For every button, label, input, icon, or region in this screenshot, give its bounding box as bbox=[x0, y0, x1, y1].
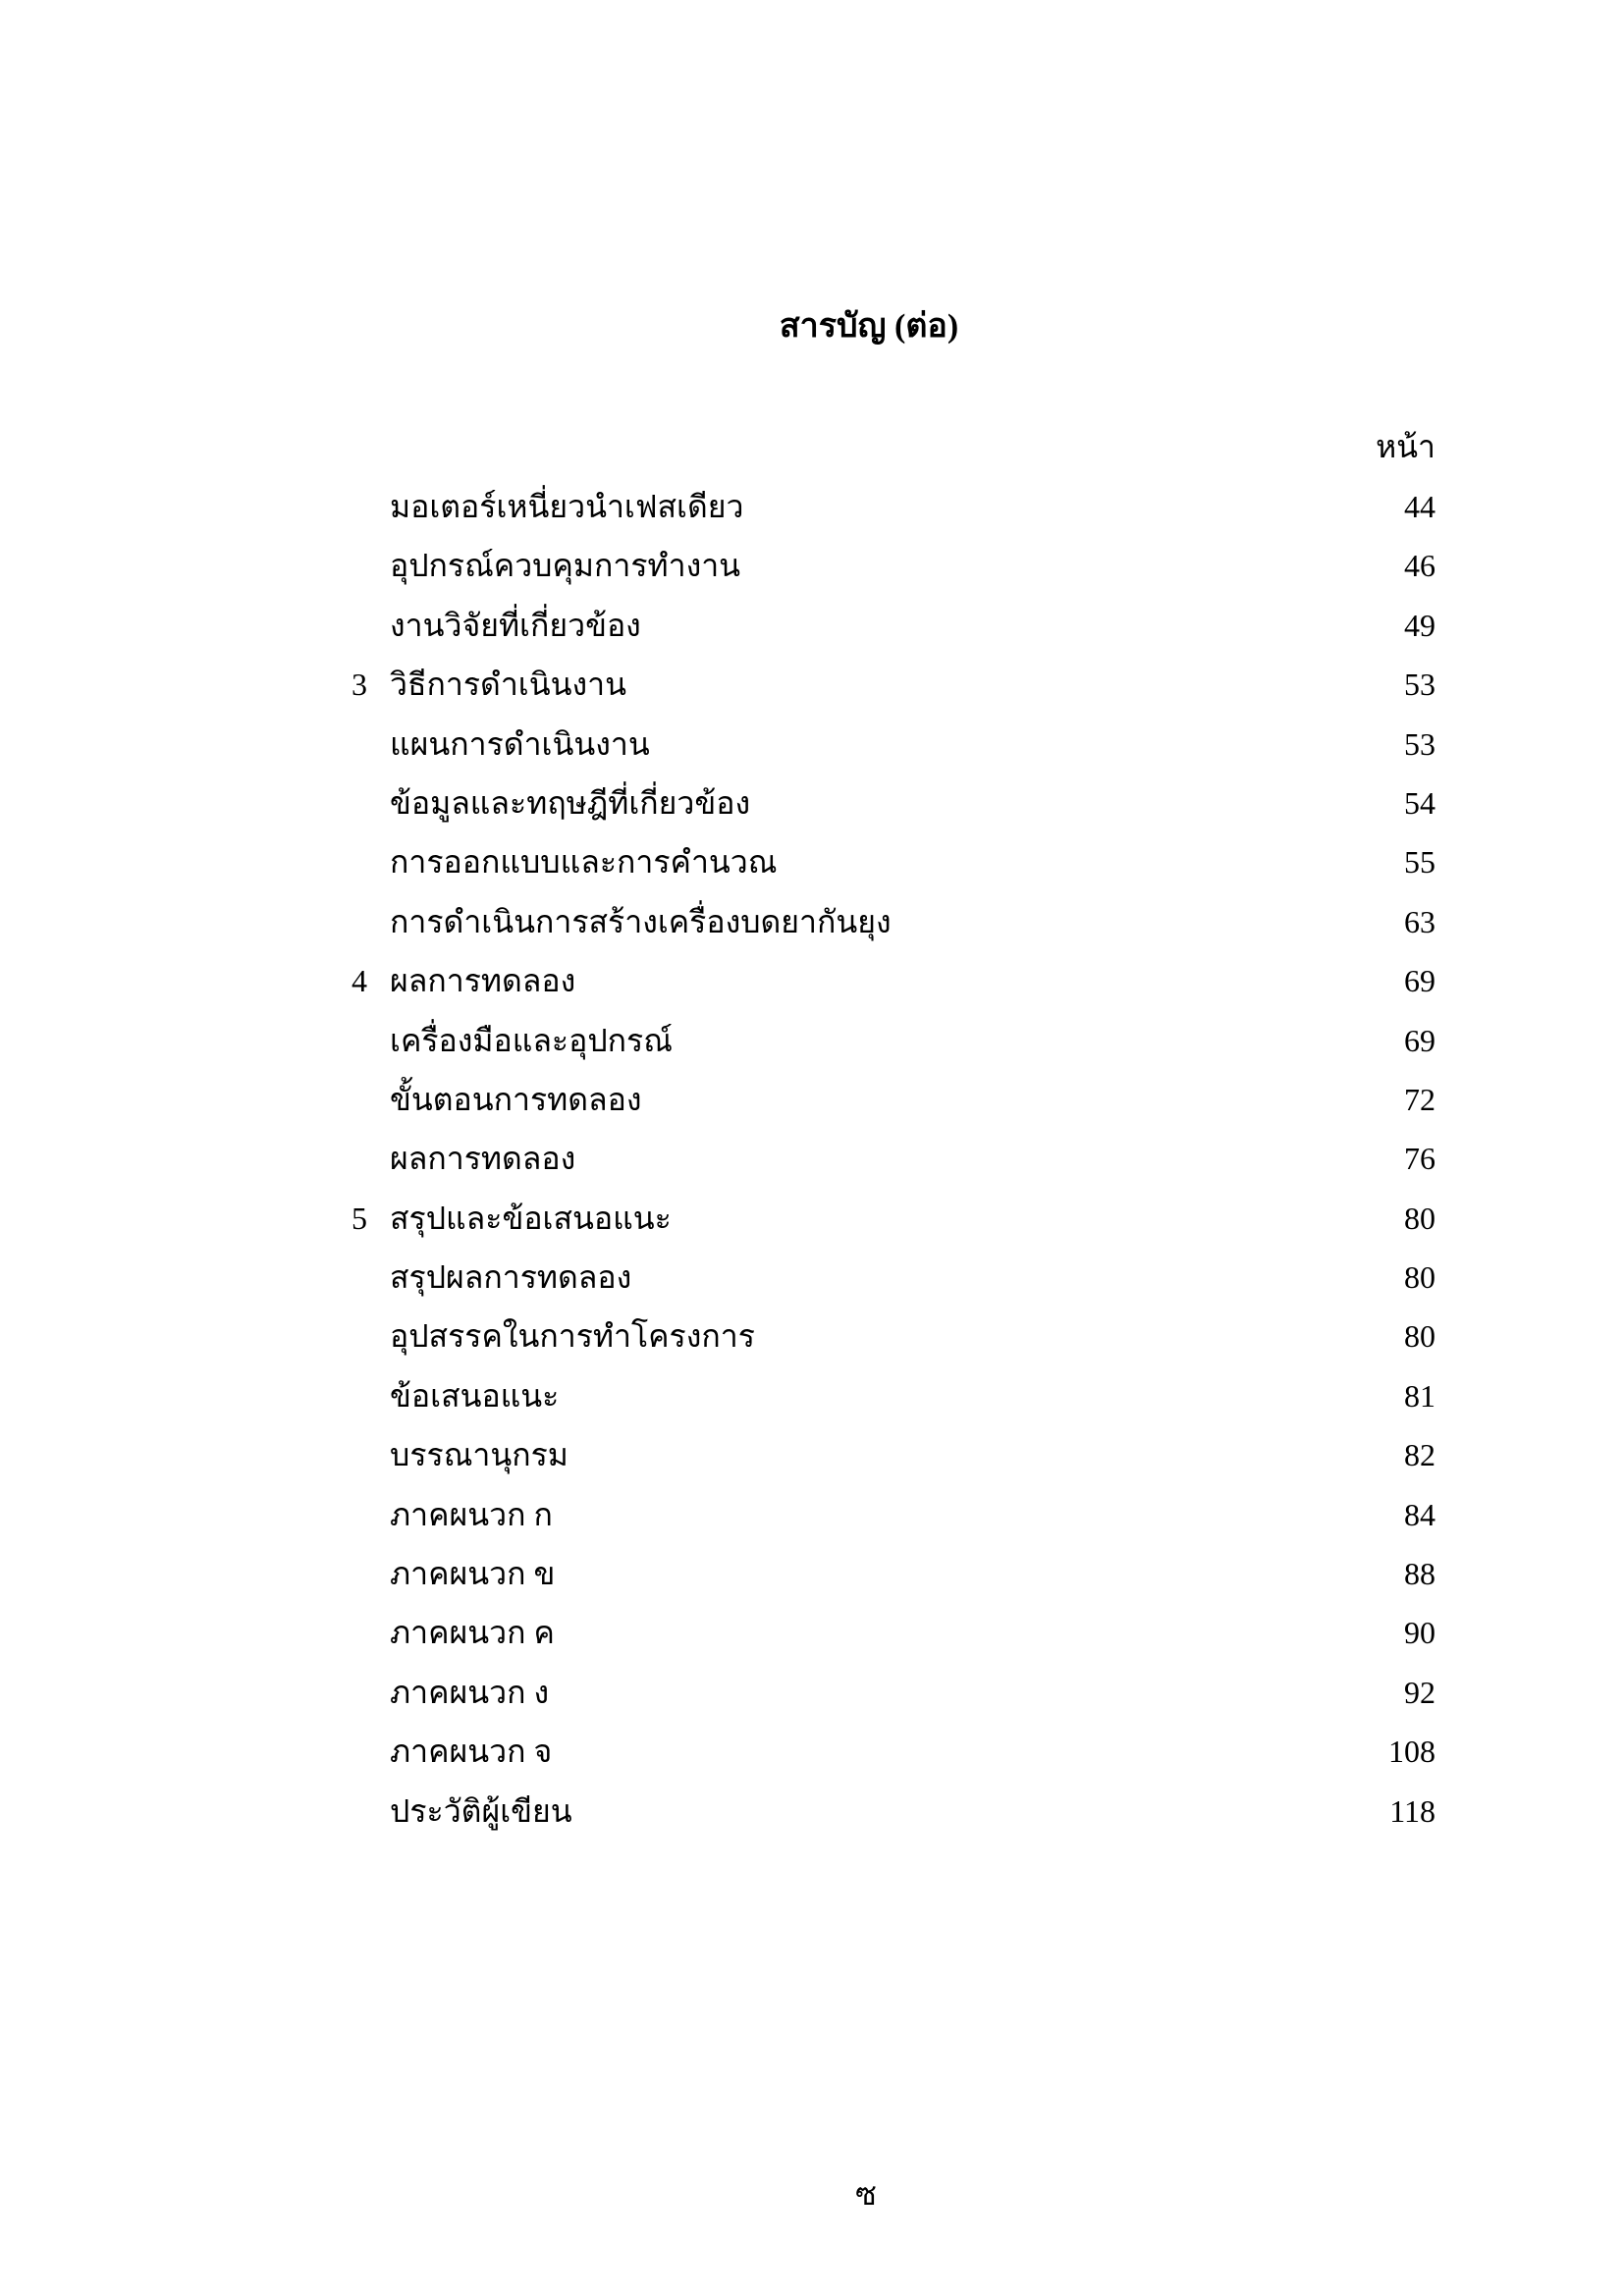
toc-entry-title: บรรณานุกรม bbox=[390, 1437, 568, 1473]
toc-entry-page-number: 81 bbox=[1404, 1377, 1435, 1414]
toc-row bbox=[0, 1129, 1624, 1188]
toc-entry-page-number: 44 bbox=[1404, 489, 1435, 524]
chapter-number: 3 bbox=[352, 667, 367, 703]
toc-row bbox=[0, 1248, 1624, 1307]
toc-row bbox=[0, 1782, 1624, 1841]
toc-entry-page-number: 80 bbox=[1404, 1318, 1435, 1355]
toc-row bbox=[0, 715, 1624, 774]
toc-row bbox=[0, 1722, 1624, 1781]
toc-entry-page-number: 90 bbox=[1404, 1615, 1435, 1651]
toc-entry-title: อุปกรณ์ควบคุมการทำงาน bbox=[390, 548, 741, 584]
toc-row bbox=[0, 536, 1624, 595]
toc-entry-title: ภาคผนวก จ bbox=[390, 1734, 553, 1770]
toc-row bbox=[0, 1485, 1624, 1544]
toc-row bbox=[0, 1189, 1624, 1248]
toc-entry-page-number: 53 bbox=[1404, 725, 1435, 762]
toc-row bbox=[0, 1425, 1624, 1484]
toc-entry-title: สรุปและข้อเสนอแนะ bbox=[390, 1200, 672, 1236]
toc-row bbox=[0, 655, 1624, 714]
toc-entry-title: ข้อเสนอแนะ bbox=[390, 1377, 560, 1414]
toc-entry-title: มอเตอร์เหนี่ยวนำเฟสเดียว bbox=[390, 489, 744, 524]
toc-entry-title: แผนการดำเนินงาน bbox=[390, 725, 650, 762]
toc-row bbox=[0, 1070, 1624, 1129]
toc-entry-title: การออกแบบและการคำนวณ bbox=[390, 844, 778, 881]
chapter-number: 4 bbox=[352, 963, 367, 999]
toc-entry-page-number: 76 bbox=[1404, 1141, 1435, 1177]
toc-row bbox=[0, 477, 1624, 536]
toc-entry-page-number: 72 bbox=[1404, 1081, 1435, 1117]
toc-entry-page-number: 55 bbox=[1404, 844, 1435, 881]
toc-row bbox=[0, 1011, 1624, 1070]
toc-entry-page-number: 108 bbox=[1388, 1734, 1435, 1770]
toc-entry-title: ข้อมูลและทฤษฎีที่เกี่ยวข้อง bbox=[390, 784, 751, 821]
toc-entry-page-number: 63 bbox=[1404, 903, 1435, 939]
toc-entry-title: ผลการทดลอง bbox=[390, 1141, 576, 1177]
toc-entry-title: สรุปผลการทดลอง bbox=[390, 1259, 632, 1296]
toc-row bbox=[0, 1663, 1624, 1722]
toc-entry-page-number: 46 bbox=[1404, 548, 1435, 584]
toc-entry-page-number: 88 bbox=[1404, 1556, 1435, 1592]
toc-entry-title: งานวิจัยที่เกี่ยวข้อง bbox=[390, 607, 641, 643]
toc-entry-page-number: 80 bbox=[1404, 1200, 1435, 1236]
toc-entry-page-number: 49 bbox=[1404, 607, 1435, 643]
table-of-contents bbox=[0, 477, 1624, 1841]
toc-row bbox=[0, 1307, 1624, 1365]
footer-page-number: ซ bbox=[855, 2176, 877, 2212]
toc-entry-title: ผลการทดลอง bbox=[390, 963, 576, 999]
toc-row bbox=[0, 892, 1624, 951]
toc-row bbox=[0, 596, 1624, 655]
toc-entry-title: ภาคผนวก ข bbox=[390, 1556, 556, 1592]
page-column-header: หน้า bbox=[1376, 429, 1435, 464]
toc-entry-page-number: 118 bbox=[1389, 1792, 1435, 1829]
toc-entry-page-number: 69 bbox=[1404, 1022, 1435, 1058]
toc-entry-page-number: 53 bbox=[1404, 667, 1435, 703]
toc-entry-page-number: 54 bbox=[1404, 784, 1435, 821]
toc-entry-title: การดำเนินการสร้างเครื่องบดยากันยุง bbox=[390, 903, 892, 939]
page-title: สารบัญ (ต่อ) bbox=[779, 308, 959, 345]
toc-entry-title: ประวัติผู้เขียน bbox=[390, 1792, 572, 1829]
toc-entry-page-number: 92 bbox=[1404, 1674, 1435, 1710]
toc-entry-title: ภาคผนวก ก bbox=[390, 1496, 553, 1532]
toc-row bbox=[0, 1544, 1624, 1603]
toc-entry-title: ภาคผนวก ง bbox=[390, 1674, 550, 1710]
toc-entry-page-number: 84 bbox=[1404, 1496, 1435, 1532]
toc-entry-title: ภาคผนวก ค bbox=[390, 1615, 555, 1651]
toc-entry-page-number: 69 bbox=[1404, 963, 1435, 999]
toc-row bbox=[0, 832, 1624, 891]
toc-entry-title: วิธีการดำเนินงาน bbox=[390, 667, 626, 703]
toc-entry-page-number: 82 bbox=[1404, 1437, 1435, 1473]
toc-entry-page-number: 80 bbox=[1404, 1259, 1435, 1296]
toc-row bbox=[0, 1603, 1624, 1662]
chapter-number: 5 bbox=[352, 1200, 367, 1236]
toc-entry-title: ขั้นตอนการทดลอง bbox=[390, 1081, 642, 1117]
toc-row bbox=[0, 951, 1624, 1010]
toc-entry-title: อุปสรรคในการทำโครงการ bbox=[390, 1318, 755, 1355]
toc-row bbox=[0, 774, 1624, 832]
toc-row bbox=[0, 1366, 1624, 1425]
toc-entry-title: เครื่องมือและอุปกรณ์ bbox=[390, 1022, 673, 1058]
